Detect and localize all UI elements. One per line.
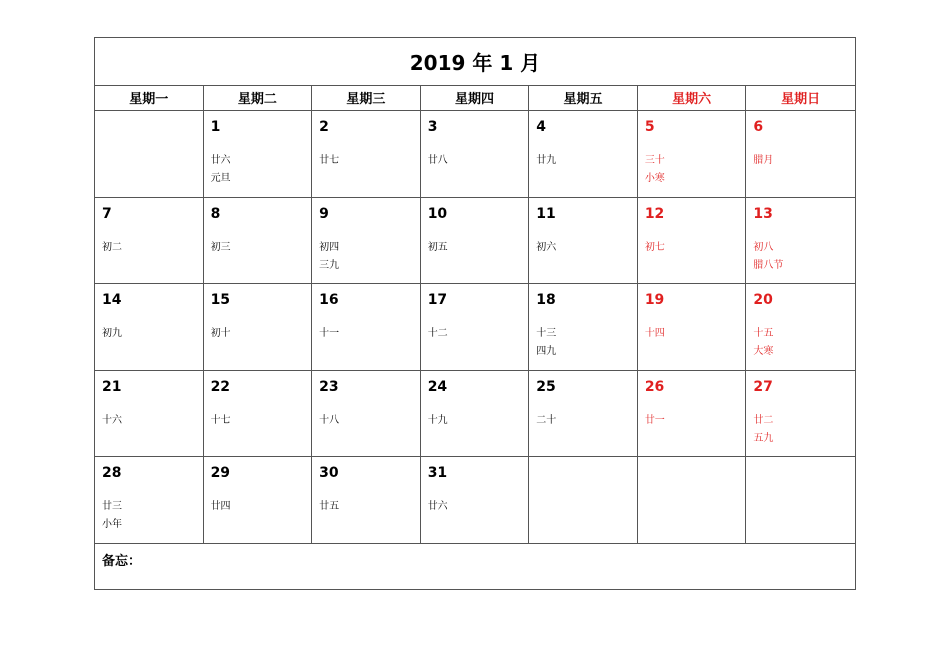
- day-cell: [95, 371, 204, 457]
- day-cell: [312, 198, 421, 284]
- lunar-date: 十八: [319, 414, 340, 426]
- lunar-date: 廿九: [536, 155, 557, 166]
- lunar-date: 十三: [536, 328, 557, 339]
- day-number: 17: [427, 292, 448, 308]
- day-number: 7: [102, 205, 112, 222]
- day-number: 23: [319, 378, 339, 395]
- festival-label: 小寒: [644, 173, 665, 184]
- day-number: 18: [536, 292, 556, 308]
- day-cell: [421, 284, 530, 370]
- day-cell: [95, 284, 204, 370]
- weekday-header-tue: 星期二: [204, 85, 313, 110]
- day-number: 20: [753, 292, 773, 308]
- lunar-date: 初三: [210, 241, 231, 253]
- lunar-date: 廿二: [753, 414, 774, 426]
- day-cell: [421, 111, 530, 197]
- day-number: 24: [427, 378, 448, 395]
- lunar-date: 十一: [319, 328, 340, 339]
- day-cell: [529, 111, 638, 197]
- lunar-date: 十二: [427, 328, 448, 339]
- lunar-date: 廿六: [210, 155, 231, 166]
- lunar-date: 初七: [644, 241, 665, 253]
- day-cell: [746, 284, 855, 370]
- lunar-date: 初八: [753, 241, 774, 253]
- week-row: [95, 111, 855, 198]
- festival-label: 腊八节: [753, 259, 784, 271]
- day-number: 21: [102, 378, 122, 395]
- lunar-date: 十六: [102, 414, 122, 426]
- day-cell: [529, 198, 638, 284]
- lunar-date: 初四: [319, 241, 340, 253]
- day-cell: [312, 457, 421, 543]
- day-cell: [204, 457, 313, 543]
- lunar-date: 腊月: [753, 155, 774, 166]
- week-row: [95, 457, 855, 544]
- lunar-date: 廿四: [210, 501, 231, 512]
- weekday-header-row: [95, 85, 855, 111]
- day-number: 25: [536, 378, 556, 395]
- day-cell: [529, 457, 638, 543]
- lunar-date: 初十: [210, 328, 231, 339]
- day-number: 11: [536, 205, 556, 222]
- day-cell: [529, 371, 638, 457]
- day-cell: [638, 371, 747, 457]
- day-number: 12: [644, 205, 665, 222]
- day-cell: [638, 457, 747, 543]
- calendar-table: [94, 37, 856, 590]
- day-number: 30: [319, 465, 339, 481]
- day-cell: [638, 198, 747, 284]
- weekday-header-thu: 星期四: [421, 85, 530, 110]
- week-row: [95, 198, 855, 285]
- day-cell: [746, 457, 855, 543]
- week-row: [95, 371, 855, 458]
- day-number: 28: [102, 465, 122, 481]
- weekday-header-sat: 星期六: [638, 85, 747, 110]
- day-number: 19: [644, 292, 665, 308]
- day-cell: [95, 198, 204, 284]
- day-cell: [638, 284, 747, 370]
- weekday-header-sun: 星期日: [781, 92, 821, 107]
- lunar-date: 廿三: [102, 501, 122, 512]
- day-cell: [312, 284, 421, 370]
- day-number: 4: [536, 119, 546, 135]
- day-number: 8: [210, 205, 221, 222]
- day-cell: [204, 198, 313, 284]
- week-row: [95, 284, 855, 371]
- day-cell: [529, 284, 638, 370]
- lunar-date: 廿一: [644, 414, 665, 426]
- day-cell: [95, 457, 204, 543]
- lunar-date: 十五: [753, 328, 774, 339]
- day-cell: [204, 371, 313, 457]
- day-cell: [95, 111, 204, 197]
- festival-label: 三九: [319, 259, 340, 271]
- day-number: 14: [102, 292, 122, 308]
- day-number: 22: [210, 378, 231, 395]
- day-cell: [421, 198, 530, 284]
- lunar-date: 廿五: [319, 501, 340, 512]
- lunar-date: 初九: [102, 328, 122, 339]
- lunar-date: 廿八: [427, 155, 448, 166]
- lunar-date: 初二: [102, 241, 122, 253]
- day-cell: [421, 457, 530, 543]
- day-number: 2: [319, 119, 329, 135]
- day-cell: [312, 111, 421, 197]
- lunar-date: 二十: [536, 414, 557, 426]
- day-cell: [638, 111, 747, 197]
- day-number: 31: [427, 465, 448, 481]
- festival-label: 小年: [102, 519, 122, 530]
- day-cell: [312, 371, 421, 457]
- lunar-date: 廿六: [427, 501, 448, 512]
- day-number: 29: [210, 465, 231, 481]
- lunar-date: 十七: [210, 414, 231, 426]
- day-number: 13: [753, 205, 773, 222]
- day-number: 9: [319, 205, 329, 222]
- lunar-date: 十四: [644, 328, 665, 339]
- day-cell: [421, 371, 530, 457]
- festival-label: 五九: [753, 432, 774, 444]
- weekday-header-mon: 星期一: [95, 85, 204, 110]
- lunar-date: 十九: [427, 414, 448, 426]
- day-number: 27: [753, 378, 773, 395]
- calendar-title: 2019 年 1 月: [95, 38, 855, 86]
- day-number: 3: [427, 119, 438, 135]
- day-cell: [204, 111, 313, 197]
- day-cell: [746, 111, 855, 197]
- day-number: 10: [427, 205, 448, 222]
- day-cell: [746, 198, 855, 284]
- day-number: 1: [210, 119, 221, 135]
- day-number: 26: [644, 378, 665, 395]
- day-number: 5: [644, 119, 655, 135]
- day-number: 15: [210, 292, 231, 308]
- weekday-header-fri: 星期五: [529, 85, 638, 110]
- weekday-header-wed: 星期三: [312, 85, 421, 110]
- lunar-date: 初五: [427, 241, 448, 253]
- festival-label: 元旦: [210, 173, 231, 184]
- day-cell: [204, 284, 313, 370]
- lunar-date: 三十: [644, 155, 665, 166]
- day-number: 16: [319, 292, 339, 308]
- day-number: 6: [753, 119, 764, 135]
- lunar-date: 廿七: [319, 155, 340, 166]
- lunar-date: 初六: [536, 241, 557, 253]
- festival-label: 大寒: [753, 346, 774, 357]
- memo-area: [95, 542, 855, 589]
- festival-label: 四九: [536, 346, 557, 357]
- day-cell: [746, 371, 855, 457]
- memo-label: 备忘：: [102, 554, 142, 569]
